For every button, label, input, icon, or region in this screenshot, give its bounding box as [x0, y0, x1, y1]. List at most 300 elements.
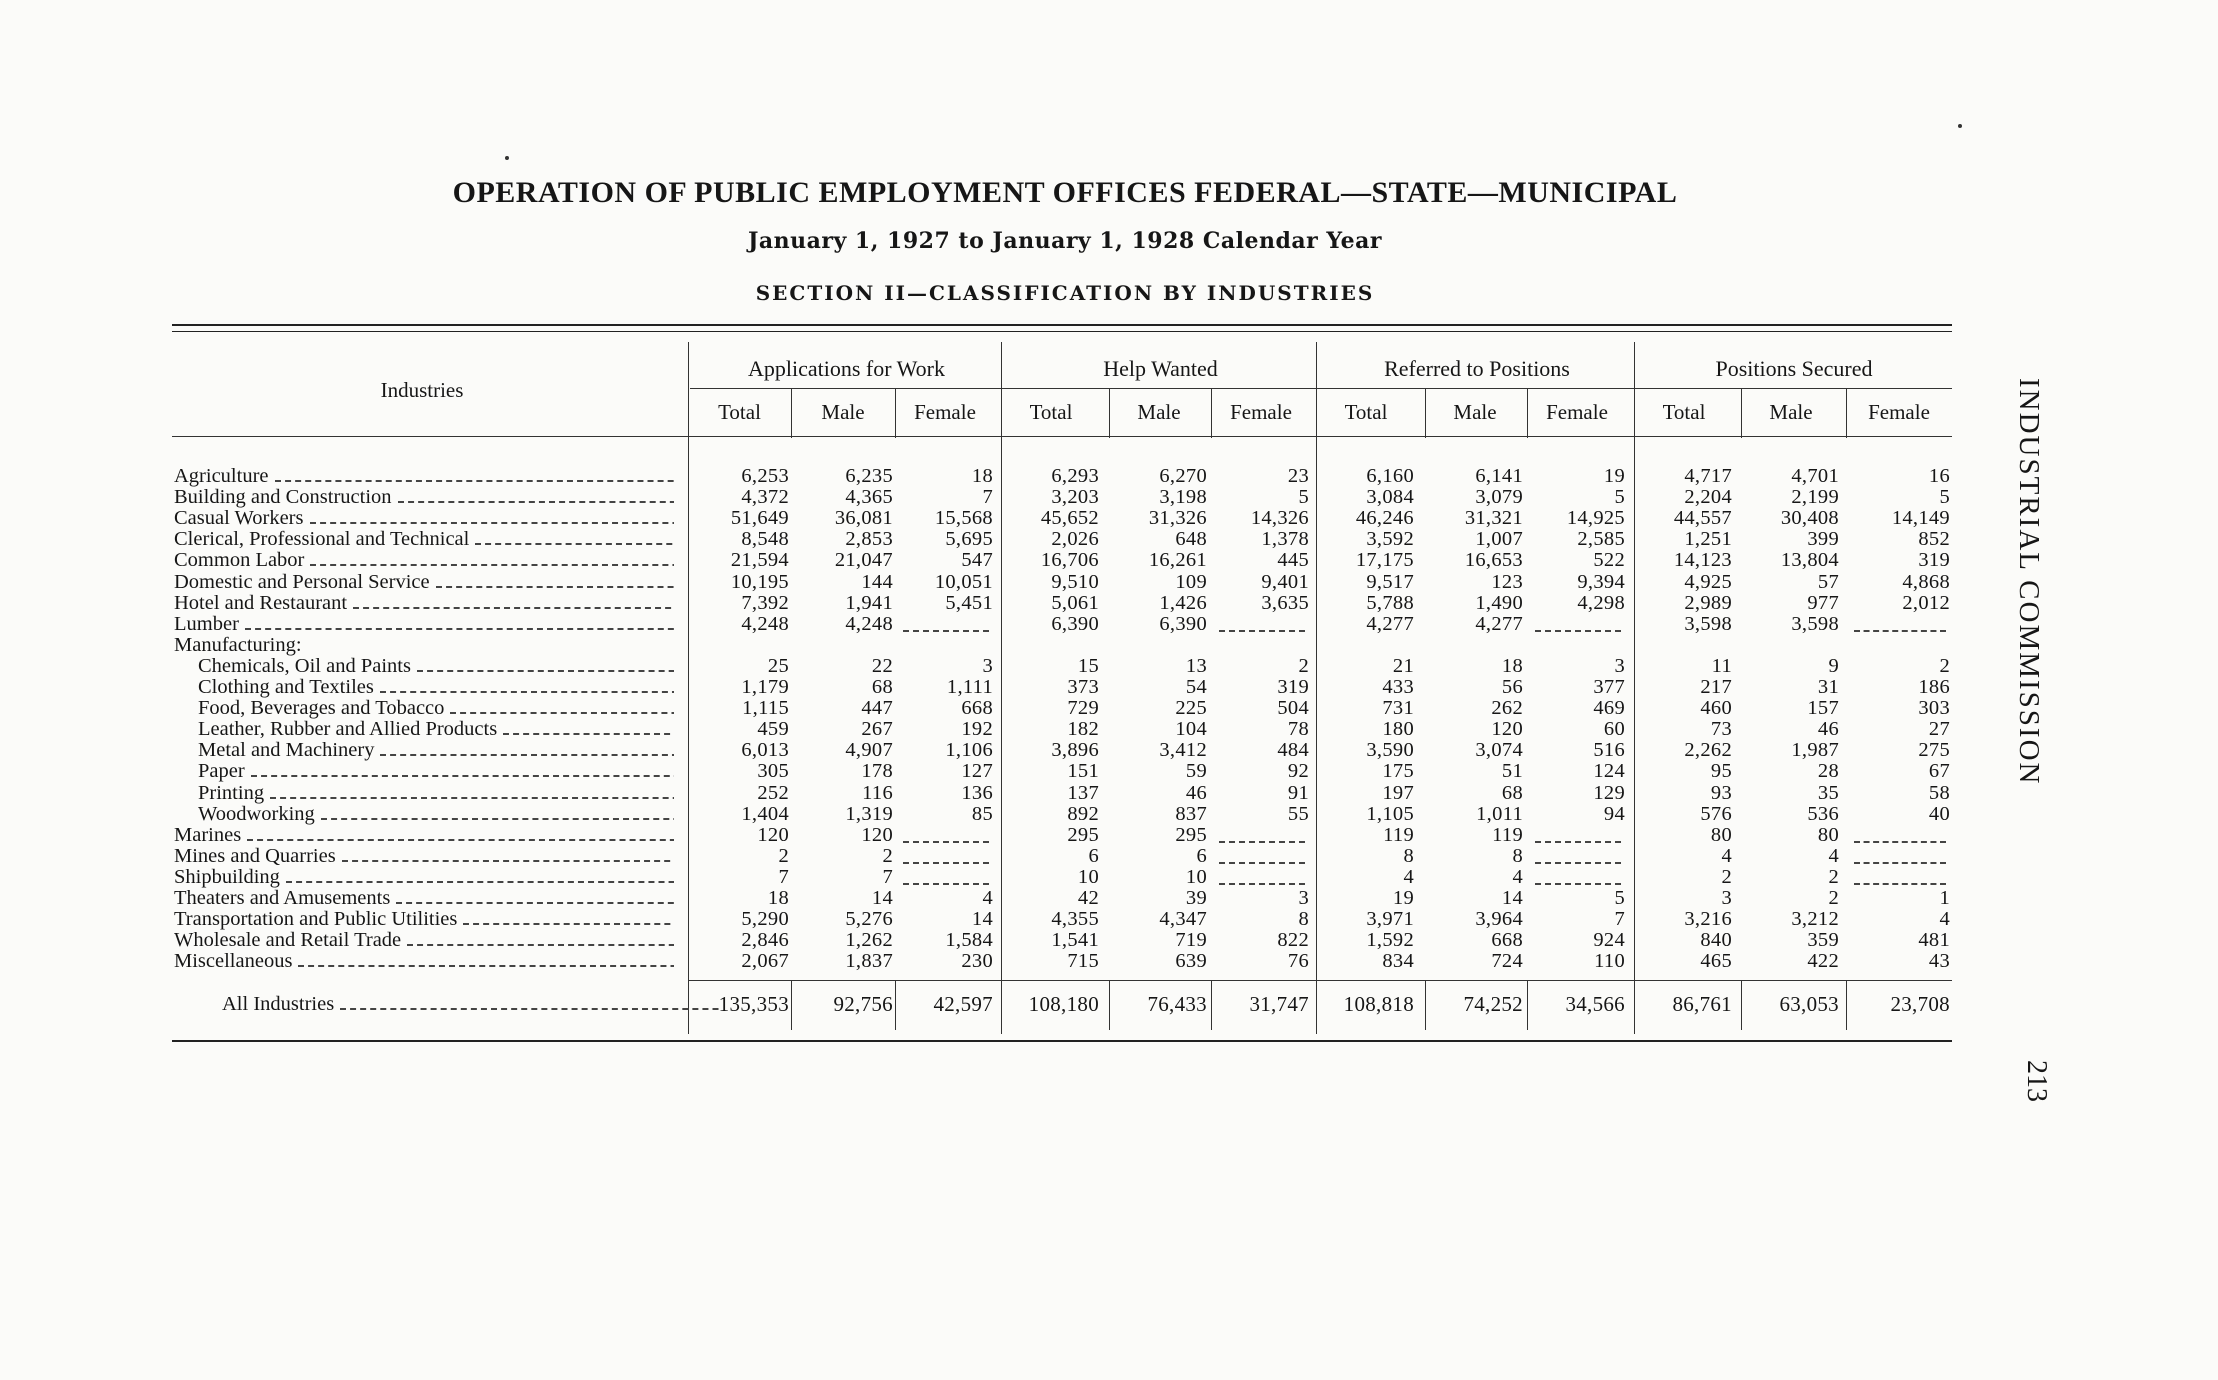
- table-cell: 2,026: [1051, 528, 1099, 551]
- table-cell: 5,061: [1051, 591, 1099, 614]
- industries-header: Industries: [380, 378, 464, 402]
- table-cell: 4: [1721, 844, 1732, 867]
- table-cell: 180: [1382, 718, 1414, 741]
- table-cell: 977: [1807, 591, 1839, 614]
- table-cell: 4,701: [1791, 465, 1839, 487]
- table-cell: 14: [1501, 887, 1523, 909]
- table-cell: 7: [982, 486, 993, 509]
- dot-leader: [450, 712, 674, 714]
- table-cell: 116: [862, 781, 893, 804]
- row-label-text: Marines: [174, 824, 242, 846]
- total-cell: 74,252: [1463, 992, 1523, 1016]
- table-cell: 892: [1067, 802, 1099, 825]
- table-cell: 1,541: [1051, 929, 1099, 952]
- table-cell: 2,846: [741, 929, 789, 952]
- total-cell: 92,756: [833, 992, 893, 1016]
- table-cell: 16,261: [1148, 549, 1207, 572]
- table-row: [0, 677, 2218, 698]
- total-cell: 108,818: [1343, 992, 1414, 1016]
- table-cell: 18: [971, 465, 993, 487]
- table-cell: 1,426: [1159, 591, 1207, 614]
- table-cell: 4: [1403, 865, 1414, 888]
- row-label: [198, 677, 674, 698]
- table-cell: 6,235: [845, 465, 893, 487]
- table-cell: 459: [757, 718, 789, 741]
- table-cell: 7: [778, 865, 789, 888]
- row-label: [174, 508, 674, 529]
- table-row: [0, 635, 2218, 656]
- row-label: [174, 951, 674, 972]
- table-cell: 6,253: [741, 465, 789, 487]
- row-label: [198, 698, 674, 719]
- table-cell: 373: [1067, 676, 1099, 698]
- section-title: SECTION II—CLASSIFICATION BY INDUSTRIES: [755, 281, 1375, 305]
- table-cell: 16,653: [1464, 549, 1523, 572]
- table-cell: 729: [1067, 697, 1099, 720]
- table-cell: 30,408: [1780, 507, 1839, 530]
- table-cell: 305: [757, 760, 789, 783]
- table-cell: 46: [1817, 718, 1839, 741]
- row-label-text: Clerical, Professional and Technical: [174, 529, 470, 551]
- table-cell: 91: [1287, 781, 1309, 804]
- table-cell: 25: [767, 654, 789, 677]
- table-cell: 4,925: [1684, 570, 1732, 593]
- table-cell: 10: [1185, 865, 1207, 888]
- table-cell: 7: [882, 865, 893, 888]
- table-cell: 6,390: [1051, 612, 1099, 635]
- table-cell: 5: [1939, 486, 1950, 509]
- table-cell: 6: [1088, 844, 1099, 867]
- table-cell: 2: [1828, 887, 1839, 909]
- table-cell: 175: [1382, 760, 1414, 783]
- row-label: [198, 783, 674, 804]
- column-divider: [1846, 388, 1847, 438]
- row-label-text: Printing: [198, 782, 265, 804]
- table-cell: 3,412: [1159, 739, 1207, 762]
- table-cell: 3,590: [1366, 739, 1414, 762]
- table-cell: 4,248: [741, 612, 789, 635]
- table-cell: 4: [1828, 844, 1839, 867]
- table-cell: 252: [757, 781, 789, 804]
- table-row: [0, 951, 2218, 972]
- column-header: Female: [1546, 400, 1608, 424]
- table-cell: 267: [861, 718, 893, 741]
- table-cell: 3,598: [1684, 612, 1732, 635]
- total-cell: 42,597: [933, 992, 993, 1016]
- table-cell: 639: [1175, 950, 1207, 973]
- table-cell: 536: [1807, 802, 1839, 825]
- table-cell: 4,355: [1051, 908, 1099, 931]
- row-label: [174, 867, 674, 888]
- row-label-text: Metal and Machinery: [198, 740, 375, 762]
- dot-leader: [342, 860, 674, 862]
- table-cell: 516: [1593, 739, 1625, 762]
- table-cell: 3,592: [1366, 528, 1414, 551]
- table-cell: 262: [1491, 697, 1523, 720]
- column-divider: [1109, 388, 1110, 438]
- dot-leader: [340, 1008, 722, 1010]
- table-cell: 18: [1501, 654, 1523, 677]
- table-cell: 6,160: [1366, 465, 1414, 487]
- table-cell: 13,804: [1780, 549, 1839, 572]
- table-cell: 14: [971, 908, 993, 931]
- column-divider: [791, 388, 792, 438]
- table-row: [0, 783, 2218, 804]
- table-cell: 3,198: [1159, 486, 1207, 509]
- table-cell: 21: [1392, 654, 1414, 677]
- row-label-text: Chemicals, Oil and Paints: [198, 655, 411, 677]
- table-cell: 120: [757, 823, 789, 846]
- dot-leader: [298, 965, 674, 967]
- column-divider: [1527, 388, 1528, 438]
- row-label-text: Paper: [198, 761, 245, 783]
- row-label-text: Domestic and Personal Service: [174, 571, 430, 593]
- dot-leader: [396, 902, 674, 904]
- column-header: Male: [1453, 400, 1497, 424]
- row-label: [174, 550, 674, 571]
- total-top-rule: [688, 980, 1952, 981]
- table-cell: 225: [1175, 697, 1207, 720]
- table-cell: 120: [861, 823, 893, 846]
- speck: [505, 156, 509, 160]
- table-cell: 6,013: [741, 739, 789, 762]
- table-cell: 2: [778, 844, 789, 867]
- table-cell: 16: [1928, 465, 1950, 487]
- table-cell: 822: [1277, 929, 1309, 952]
- dot-leader: [310, 522, 675, 524]
- table-cell: 319: [1277, 676, 1309, 698]
- table-cell: 469: [1593, 697, 1625, 720]
- table-cell: 399: [1807, 528, 1839, 551]
- table-cell: 3: [1721, 887, 1732, 909]
- table-cell: 4,277: [1475, 612, 1523, 635]
- table-row: [0, 656, 2218, 677]
- dot-leader: [398, 501, 674, 503]
- table-cell: 93: [1710, 781, 1732, 804]
- table-cell: 3,971: [1366, 908, 1414, 931]
- table-cell: 92: [1287, 760, 1309, 783]
- table-cell: 3,203: [1051, 486, 1099, 509]
- table-row: [0, 719, 2218, 740]
- table-cell: 3,896: [1051, 739, 1099, 762]
- table-cell: 58: [1928, 781, 1950, 804]
- table-cell: 137: [1067, 781, 1099, 804]
- table-cell: 1,837: [845, 950, 893, 973]
- dot-leader: [270, 797, 674, 799]
- table-cell: 27: [1928, 718, 1950, 741]
- side-running-head: INDUSTRIAL COMMISSION: [2013, 378, 2045, 786]
- dot-leader: [436, 586, 674, 588]
- total-cell: 86,761: [1672, 992, 1732, 1016]
- table-cell: 57: [1817, 570, 1839, 593]
- table-cell: 1,490: [1475, 591, 1523, 614]
- table-cell: 15,568: [934, 507, 993, 530]
- table-cell: 2: [1721, 865, 1732, 888]
- table-cell: 834: [1382, 950, 1414, 973]
- column-divider: [1741, 388, 1742, 438]
- dot-leader: [503, 733, 674, 735]
- table-cell: 15: [1077, 654, 1099, 677]
- table-cell: [1848, 846, 1950, 867]
- row-label: [174, 614, 674, 635]
- table-cell: 2,853: [845, 528, 893, 551]
- table-cell: 8: [1512, 844, 1523, 867]
- table-cell: 16,706: [1040, 549, 1099, 572]
- table-cell: [1848, 825, 1950, 846]
- table-cell: 31,321: [1464, 507, 1523, 530]
- table-cell: 484: [1277, 739, 1309, 762]
- row-label-text: Food, Beverages and Tobacco: [198, 698, 445, 720]
- table-cell: 4,347: [1159, 908, 1207, 931]
- table-cell: 9,517: [1366, 570, 1414, 593]
- table-cell: 668: [1491, 929, 1523, 952]
- table-cell: 1,179: [741, 676, 789, 698]
- table-cell: 17,175: [1355, 549, 1414, 572]
- column-header: Total: [718, 400, 761, 424]
- table-cell: 522: [1593, 549, 1625, 572]
- dot-leader: [380, 754, 674, 756]
- row-label-text: Transportation and Public Utilities: [174, 909, 458, 931]
- table-cell: 124: [1593, 760, 1625, 783]
- table-row: [0, 508, 2218, 529]
- column-header: Female: [1868, 400, 1930, 424]
- table-cell: 46: [1185, 781, 1207, 804]
- row-label: [174, 825, 674, 846]
- row-label-text: Casual Workers: [174, 508, 304, 530]
- table-row: [0, 740, 2218, 761]
- table-cell: 295: [1175, 823, 1207, 846]
- column-header: Total: [1662, 400, 1706, 424]
- table-cell: 217: [1700, 676, 1732, 698]
- table-cell: 2,067: [741, 950, 789, 973]
- table-cell: 186: [1918, 676, 1950, 698]
- table-cell: 4,868: [1902, 570, 1950, 593]
- table-cell: 6,270: [1159, 465, 1207, 487]
- dot-leader: [247, 839, 674, 841]
- table-cell: 31,326: [1148, 507, 1207, 530]
- table-cell: [1848, 867, 1950, 888]
- table-cell: 8: [1298, 908, 1309, 931]
- table-cell: 5,290: [741, 908, 789, 931]
- table-cell: 2,012: [1902, 591, 1950, 614]
- table-cell: 54: [1185, 676, 1207, 698]
- column-header: Total: [1344, 400, 1388, 424]
- table-row: [0, 572, 2218, 593]
- total-cell: 34,566: [1565, 992, 1625, 1016]
- table-cell: 51,649: [730, 507, 789, 530]
- table-cell: 59: [1185, 760, 1207, 783]
- table-cell: 1,106: [945, 739, 993, 762]
- row-label-text: Common Labor: [174, 550, 305, 572]
- table-cell: 3,598: [1791, 612, 1839, 635]
- table-cell: 1,404: [741, 802, 789, 825]
- table-cell: 45,652: [1040, 507, 1099, 530]
- table-cell: 44,557: [1673, 507, 1732, 530]
- table-cell: 40: [1928, 802, 1950, 825]
- table-cell: 3,084: [1366, 486, 1414, 509]
- row-label: [174, 909, 674, 930]
- page-number: 213: [2021, 1060, 2052, 1102]
- header-bottom-rule: [172, 436, 1952, 437]
- table-cell: 129: [1593, 781, 1625, 804]
- table-cell: 80: [1710, 823, 1732, 846]
- table-cell: [1529, 846, 1625, 867]
- group-header: Applications for Work: [747, 356, 945, 381]
- table-cell: [1848, 614, 1950, 635]
- table-cell: 4: [982, 887, 993, 909]
- total-cell: 108,180: [1028, 992, 1099, 1016]
- group-header: Referred to Positions: [1384, 356, 1570, 381]
- table-cell: 715: [1067, 950, 1099, 973]
- table-cell: 445: [1277, 549, 1309, 572]
- table-cell: 1,319: [845, 802, 893, 825]
- dot-leader: [353, 607, 674, 609]
- dot-leader: [286, 881, 674, 883]
- table-cell: 78: [1287, 718, 1309, 741]
- table-cell: 924: [1593, 929, 1625, 952]
- table-cell: 94: [1603, 802, 1625, 825]
- table-cell: 731: [1382, 697, 1414, 720]
- table-cell: 1,987: [1791, 739, 1839, 762]
- table-cell: 80: [1817, 823, 1839, 846]
- table-row: [0, 593, 2218, 614]
- row-label: [174, 529, 674, 550]
- table-cell: 1,007: [1475, 528, 1523, 551]
- table-cell: 422: [1807, 950, 1839, 973]
- row-label: [198, 804, 674, 825]
- table-cell: 1,584: [945, 929, 993, 952]
- table-cell: 76: [1287, 950, 1309, 973]
- column-divider: [1425, 388, 1426, 438]
- total-cell: 31,747: [1249, 992, 1309, 1016]
- table-cell: 481: [1918, 929, 1950, 952]
- table-row: [0, 909, 2218, 930]
- dot-leader: [417, 670, 674, 672]
- row-label: [174, 487, 674, 508]
- row-label: [198, 656, 674, 677]
- page-title: OPERATION OF PUBLIC EMPLOYMENT OFFICES FEDERAL—STATE—MUNICIPAL: [452, 176, 1678, 209]
- table-cell: 18: [767, 887, 789, 909]
- table-cell: 576: [1700, 802, 1732, 825]
- table-cell: 7: [1614, 908, 1625, 931]
- row-label: [174, 593, 674, 614]
- table-cell: [1213, 846, 1309, 867]
- total-cell: 76,433: [1147, 992, 1207, 1016]
- table-cell: 3: [982, 654, 993, 677]
- table-cell: 6,293: [1051, 465, 1099, 487]
- table-cell: 4: [1939, 908, 1950, 931]
- table-cell: 2: [882, 844, 893, 867]
- table-cell: 42: [1077, 887, 1099, 909]
- table-cell: 6,141: [1475, 465, 1523, 487]
- table-cell: 5: [1614, 887, 1625, 909]
- row-label-text: Clothing and Textiles: [198, 677, 374, 698]
- table-cell: 127: [961, 760, 993, 783]
- table-row: [0, 825, 2218, 846]
- row-label-text: Agriculture: [174, 466, 269, 487]
- table-cell: 7,392: [741, 591, 789, 614]
- table-cell: [1529, 614, 1625, 635]
- table-cell: 1,262: [845, 929, 893, 952]
- group-header: Positions Secured: [1715, 356, 1873, 381]
- row-label-text: Wholesale and Retail Trade: [174, 930, 402, 952]
- table-cell: 1: [1939, 887, 1950, 909]
- row-label-text: Miscellaneous: [174, 951, 293, 973]
- table-cell: 68: [1501, 781, 1523, 804]
- dot-leader: [380, 691, 674, 693]
- table-cell: 11: [1711, 654, 1732, 677]
- table-cell: 13: [1185, 654, 1207, 677]
- page-subtitle: January 1, 1927 to January 1, 1928 Calendar Year: [747, 228, 1383, 254]
- table-cell: 4,277: [1366, 612, 1414, 635]
- table-row: [0, 761, 2218, 782]
- table-cell: [897, 867, 993, 888]
- column-header: Total: [1029, 400, 1073, 424]
- column-header: Female: [1230, 400, 1292, 424]
- row-label: [174, 572, 674, 593]
- dot-leader: [245, 628, 674, 630]
- row-label-text: Shipbuilding: [174, 866, 280, 888]
- table-cell: 123: [1491, 570, 1523, 593]
- table-cell: 35: [1817, 781, 1839, 804]
- table-cell: 36,081: [834, 507, 893, 530]
- table-cell: 4,717: [1684, 465, 1732, 487]
- table-cell: 9,401: [1261, 570, 1309, 593]
- table-cell: 23: [1287, 465, 1309, 487]
- table-cell: 5,276: [845, 908, 893, 931]
- table-cell: 9,394: [1577, 570, 1625, 593]
- column-header: Female: [914, 400, 976, 424]
- table-cell: 2,989: [1684, 591, 1732, 614]
- table-cell: [1213, 614, 1309, 635]
- row-label: [174, 888, 674, 909]
- table-cell: 359: [1807, 929, 1839, 952]
- table-top-rule: [172, 324, 1952, 326]
- table-cell: 39: [1185, 887, 1207, 909]
- table-row: [0, 550, 2218, 571]
- table-cell: 4,907: [845, 739, 893, 762]
- table-cell: 60: [1603, 718, 1625, 741]
- table-cell: 51: [1501, 760, 1523, 783]
- total-row: [0, 994, 2218, 1015]
- table-cell: 55: [1287, 802, 1309, 825]
- table-cell: 8,548: [741, 528, 789, 551]
- table-cell: [897, 825, 993, 846]
- column-divider: [895, 388, 896, 438]
- table-cell: 21,594: [730, 549, 789, 572]
- table-cell: 14,149: [1891, 507, 1950, 530]
- table-cell: [897, 614, 993, 635]
- table-cell: 144: [861, 570, 893, 593]
- table-cell: 3,079: [1475, 486, 1523, 509]
- table-cell: 3,212: [1791, 908, 1839, 931]
- dot-leader: [475, 543, 674, 545]
- table-cell: 85: [971, 802, 993, 825]
- table-cell: 157: [1807, 697, 1839, 720]
- table-cell: 8: [1403, 844, 1414, 867]
- table-cell: 724: [1491, 950, 1523, 973]
- table-row: [0, 930, 2218, 951]
- table-cell: 22: [871, 654, 893, 677]
- table-cell: 136: [961, 781, 993, 804]
- table-cell: 4,365: [845, 486, 893, 509]
- table-cell: 2: [1298, 654, 1309, 677]
- table-cell: 719: [1175, 929, 1207, 952]
- table-row: [0, 846, 2218, 867]
- dot-leader: [321, 818, 674, 820]
- table-cell: 5,451: [945, 591, 993, 614]
- table-cell: 10: [1077, 865, 1099, 888]
